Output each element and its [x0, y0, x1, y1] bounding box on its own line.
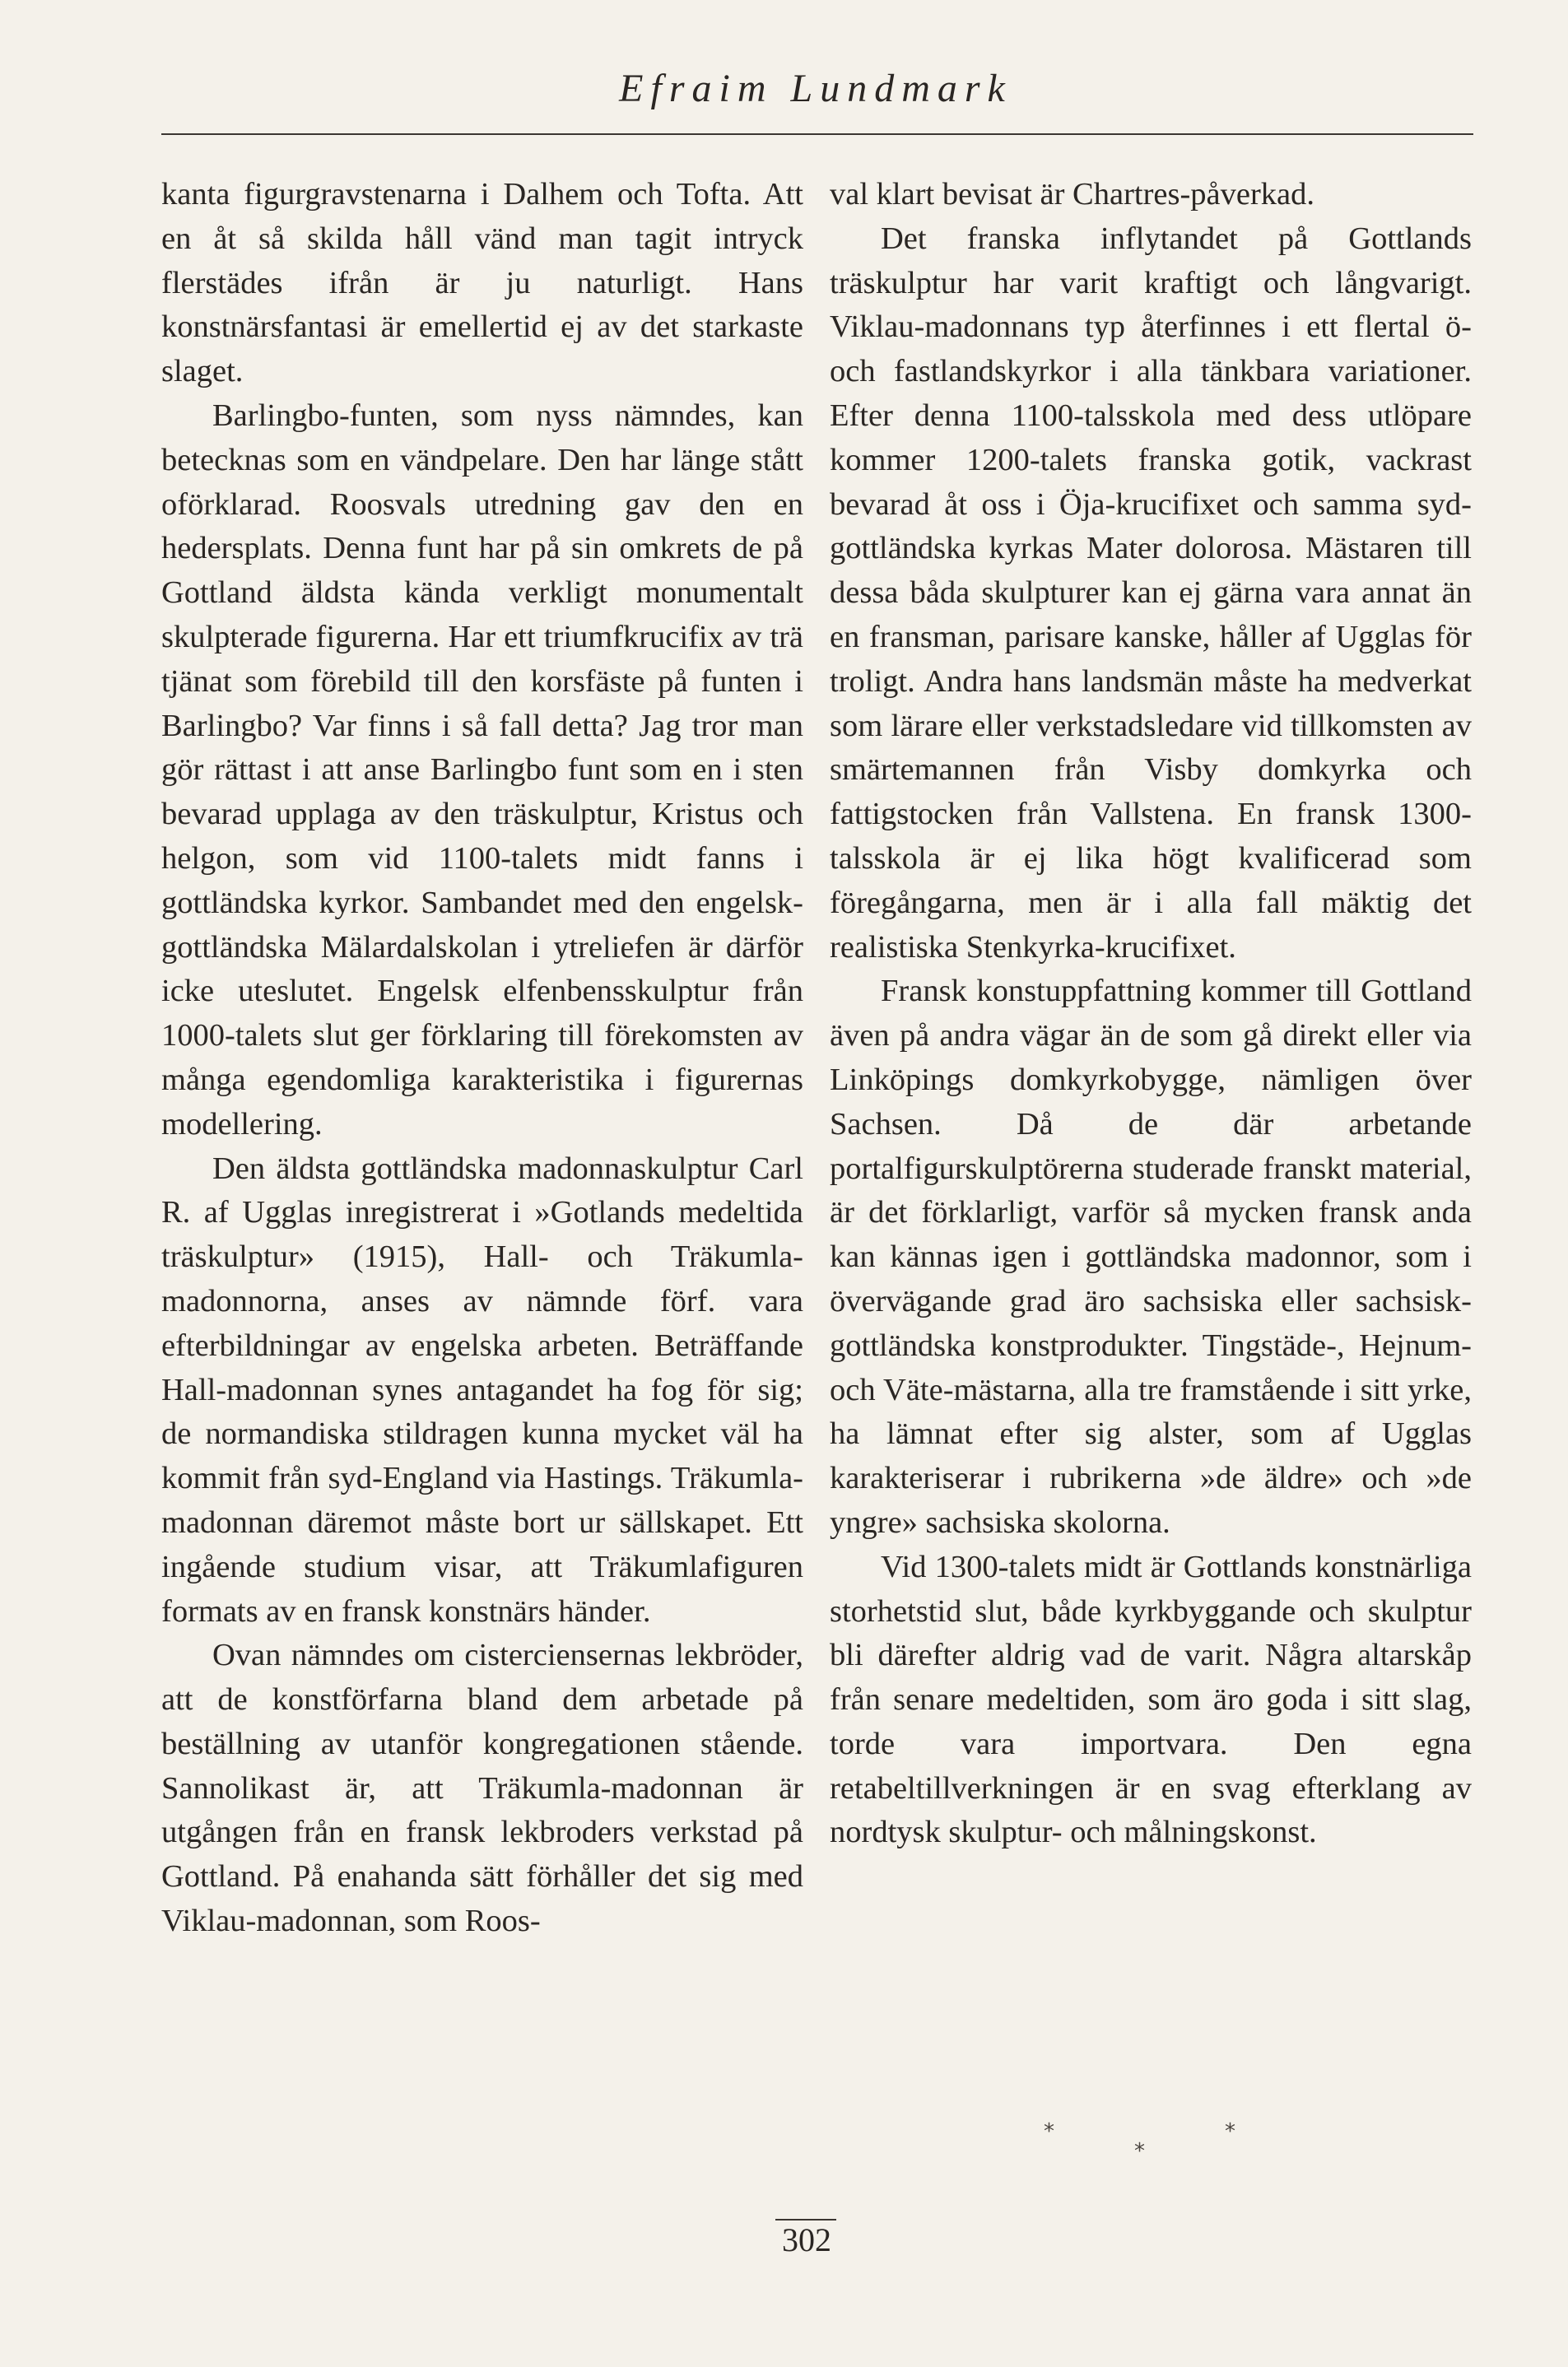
asterism-mark: * [1134, 2139, 1145, 2164]
paragraph: Den äldsta gottländska madonnaskulptur Carl R. af Ugglas inregistrerat i »Gotlands medeltida träskulptur» (1915), Hall- och Träkumla-madonnorna, anses av nämnde förf. vara efterbildningar av engelska arbeten. Beträffande Hall-madonnan synes antagandet ha fog för sig; de normandiska stildragen kunna mycket väl ha kommit från syd-England via Hastings. Träkumla-madonnan däremot måste bort ur sällskapet. Ett ingående studium visar, att Träkumlafiguren formats av en fransk konstnärs händer. [161, 1151, 803, 1629]
header-rule [161, 133, 1473, 135]
right-text-column [830, 173, 1472, 1855]
paragraph: Ovan nämndes om cisterciensernas lekbröder, att de konstförfarna bland dem arbetade på beställning av utanför kongregationen stående. Sannolikast är, att Träkumla-madonnan är utgången från en fransk lekbroders verkstad på Gottland. På enahanda sätt förhåller det sig med Viklau-madonnan, som Roos- [161, 1638, 803, 1939]
paragraph: Vid 1300-talets midt är Gottlands konstnärliga storhetstid slut, både kyrkbyggande och skulptur bli därefter aldrig vad de varit. Några altarskåp från senare medeltiden, som äro goda i sitt slag, torde vara importvara. Den egna retabeltillverkningen är en svag efterklang av nordtysk skulptur- och målningskonst. [830, 1549, 1472, 1850]
paragraph: Fransk konstuppfattning kommer till Gottland även på andra vägar än de som gå direkt eller via Linköpings domkyrkobygge, nämligen över Sachsen. Då de där arbetande portalfigurskulptörerna studerade franskt material, är det förklarligt, varför så mycken fransk anda kan kännas igen i gottländska madonnor, som i övervägande grad äro sachsiska eller sachsisk-gottländska konstprodukter. Tingstäde-, Hejnum- och Väte-mästarna, alla tre framstående i sitt yrke, ha lämnat efter sig alster, som af Ugglas karakteriserar i rubrikerna »de äldre» och »de yngre» sachsiska skolorna. [830, 974, 1472, 1540]
paragraph: kanta figurgravstenarna i Dalhem och Tofta. Att en åt så skilda håll vänd man tagit intryck flerstädes ifrån är ju naturligt. Hans konstnärsfantasi är emellertid ej av det starkaste slaget. [161, 177, 803, 389]
page-number: 302 [782, 2221, 831, 2258]
left-text-column [161, 173, 803, 1944]
paragraph: Barlingbo-funten, som nyss nämndes, kan betecknas som en vändpelare. Den har länge stått oförklarad. Roosvals utredning gav den en hedersplats. Denna funt har på sin omkrets de på Gottland äldsta kända verkligt monumentalt skulpterade figurerna. Har ett triumfkrucifix av trä tjänat som förebild till den korsfäste på funten i Barlingbo? Var finns i så fall detta? Jag tror man gör rättast i att anse Barlingbo funt som en i sten bevarad upplaga av den träskulptur, Kristus och helgon, som vid 1100-talets midt fanns i gottländska kyrkor. Sambandet med den engelsk-gottländska Mälardalskolan i ytreliefen är därför icke uteslutet. Engelsk elfenbensskulptur från 1000-talets slut ger förklaring till förekomsten av många egendomliga karakteristika i figurernas modellering. [161, 398, 803, 1142]
asterism-mark: * [1044, 2119, 1054, 2144]
running-header-title: Efraim Lundmark [619, 67, 1012, 110]
paragraph: Det franska inflytandet på Gottlands träskulptur har varit kraftigt och långvarigt. Viklau-madonnans typ återfinnes i ett flertal ö- och fastlandskyrkor i alla tänkbara variationer. Efter denna 1100-talsskola med dess utlöpare kommer 1200-talets franska gotik, vackrast bevarad åt oss i Öja-krucifixet och samma syd-gottländska kyrkas Mater dolorosa. Mästaren till dessa båda skulpturer kan ej gärna vara annat än en fransman, parisare kanske, håller af Ugglas för troligt. Andra hans landsmän måste ha medverkat som lärare eller verkstadsledare vid tillkomsten av smärtemannen från Visby domkyrka och fattigstocken från Vallstena. En fransk 1300-talsskola är ej lika högt kvalificerad som föregångarna, men är i alla fall mäktig det realistiska Stenkyrka-krucifixet. [830, 221, 1472, 965]
paragraph: val klart bevisat är Chartres-påverkad. [830, 177, 1315, 212]
asterism-mark: * [1225, 2119, 1235, 2144]
